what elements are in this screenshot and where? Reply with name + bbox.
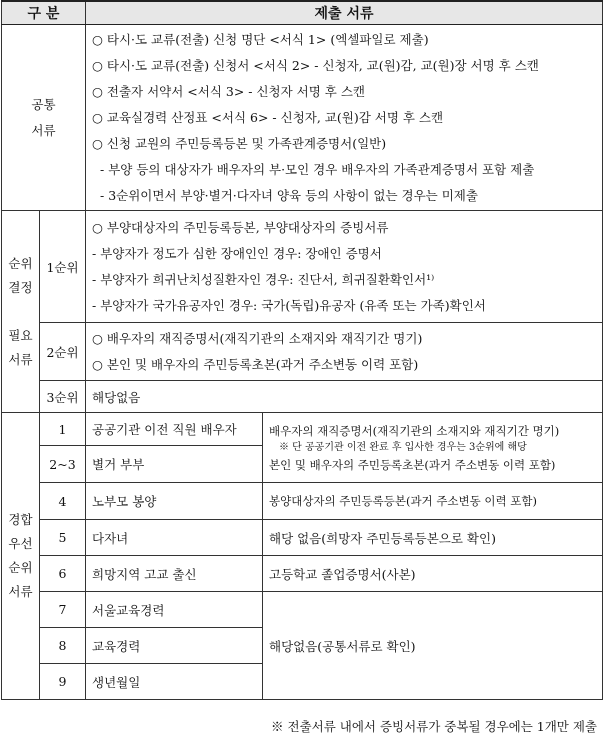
competition-name: 별거 부부 xyxy=(86,446,263,483)
competition-no: 2~3 xyxy=(40,446,86,483)
competition-no: 8 xyxy=(40,628,86,664)
rank2-documents xyxy=(86,323,603,381)
competition-doc-1-2: 배우자의 재직증명서(재직기관의 소재지와 재직기간 명기) ※ 단 공공기관 이전 완료 후 입사한 경우는 3순위에 해당 본인 및 배우자의 주민등록초본(과거 주소변동 이력 포함) xyxy=(263,413,603,483)
header-documents: 제출 서류 xyxy=(86,1,603,25)
rank1-documents xyxy=(86,211,603,323)
common-item: - 부양 등의 대상자가 배우자의 부·모인 경우 배우자의 가족관계증명서 포함 제출 xyxy=(100,161,535,177)
rank2-label: 2순위 xyxy=(40,323,86,381)
rank3-label: 3순위 xyxy=(40,381,86,413)
competition-name: 서울교육경력 xyxy=(86,592,263,628)
competition-row-7 xyxy=(2,592,603,628)
common-item: ○ 타시·도 교류(전출) 신청서 <서식 2> - 신청자, 교(원)감, 교(원)장 서명 후 스캔 xyxy=(92,57,539,73)
competition-no: 1 xyxy=(40,413,86,446)
competition-row-5 xyxy=(2,520,603,556)
rank3-row xyxy=(2,381,603,413)
common-item: - 3순위이면서 부양·별거·다자녀 양육 등의 사항이 없는 경우는 미제출 xyxy=(100,187,478,203)
competition-doc-6: 고등학교 졸업증명서(사본) xyxy=(263,556,603,592)
common-item: ○ 타시·도 교류(전출) 신청 명단 <서식 1> (엑셀파일로 제출) xyxy=(92,31,429,47)
header-category: 구 분 xyxy=(2,1,86,25)
competition-name: 희망지역 고교 출신 xyxy=(86,556,263,592)
rank3-documents: 해당없음 xyxy=(86,381,603,413)
common-item: ○ 신청 교원의 주민등록등본 및 가족관계증명서(일반) xyxy=(92,135,387,151)
rank1-row xyxy=(2,211,603,323)
rank1-item: ○ 부양대상자의 주민등록등본, 부양대상자의 증빙서류 xyxy=(92,219,389,235)
competition-row-6 xyxy=(2,556,603,592)
rank1-item: - 부양자가 정도가 심한 장애인인 경우: 장애인 증명서 xyxy=(92,245,382,261)
competition-name: 교육경력 xyxy=(86,628,263,664)
competition-no: 7 xyxy=(40,592,86,628)
common-label: 공통 서류 xyxy=(2,25,86,211)
competition-no: 4 xyxy=(40,483,86,520)
competition-no: 6 xyxy=(40,556,86,592)
rank1-item: - 부양자가 국가유공자인 경우: 국가(독립)유공자 (유족 또는 가족)확인서 xyxy=(92,297,486,313)
competition-name: 다자녀 xyxy=(86,520,263,556)
header-row xyxy=(2,1,603,25)
rank1-label: 1순위 xyxy=(40,211,86,323)
common-item: ○ 전출자 서약서 <서식 3> - 신청자 서명 후 스캔 xyxy=(92,83,365,99)
competition-doc-4: 봉양대상자의 주민등록등본(과거 주소변동 이력 포함) xyxy=(263,483,603,520)
submission-documents-table xyxy=(1,0,603,700)
competition-doc-7-9: 해당없음(공통서류로 확인) xyxy=(263,592,603,700)
rank2-item: ○ 본인 및 배우자의 주민등록초본(과거 주소변동 이력 포함) xyxy=(92,356,419,372)
common-item: ○ 교육실경력 산정표 <서식 6> - 신청자, 교(원)감 서명 후 스캔 xyxy=(92,109,444,125)
footnote: ※ 전출서류 내에서 증빙서류가 중복될 경우에는 1개만 제출 xyxy=(271,719,597,734)
competition-name: 노부모 봉양 xyxy=(86,483,263,520)
priority-label: 순위 결정 필요 서류 xyxy=(2,211,40,413)
competition-name: 생년월일 xyxy=(86,664,263,700)
competition-doc-5: 해당 없음(희망자 주민등록등본으로 확인) xyxy=(263,520,603,556)
rank1-item: - 부양자가 희귀난치성질환자인 경우: 진단서, 희귀질환확인서¹⁾ xyxy=(92,271,435,287)
competition-name: 공공기관 이전 직원 배우자 xyxy=(86,413,263,446)
competition-no: 9 xyxy=(40,664,86,700)
competition-row-4 xyxy=(2,483,603,520)
competition-row-1 xyxy=(2,413,603,446)
rank2-row xyxy=(2,323,603,381)
competition-label: 경합 우선 순위 서류 xyxy=(2,413,40,700)
rank2-item: ○ 배우자의 재직증명서(재직기관의 소재지와 재직기간 명기) xyxy=(92,330,423,346)
common-documents xyxy=(86,25,603,211)
common-row xyxy=(2,25,603,211)
competition-no: 5 xyxy=(40,520,86,556)
